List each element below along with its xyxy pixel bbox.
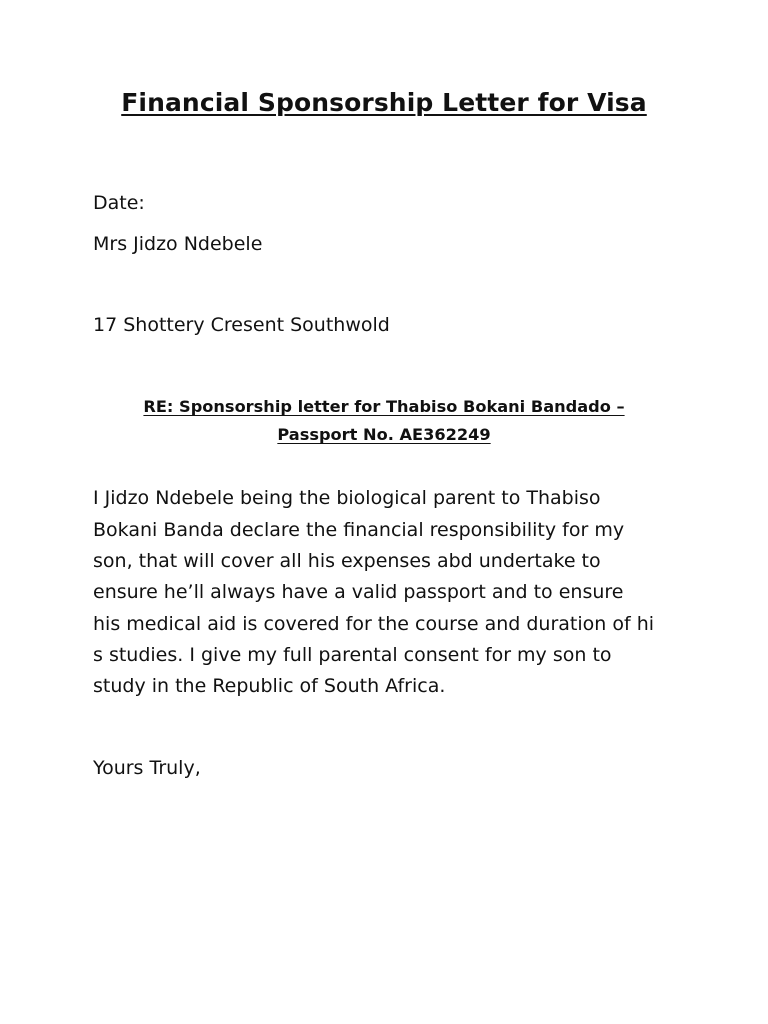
body-line-7: study in the Republic of South Africa. <box>93 675 446 697</box>
closing-line: Yours Truly, <box>93 757 201 779</box>
subject-line-1: RE: Sponsorship letter for Thabiso Bokani Bandado – <box>143 397 625 416</box>
subject-line-2: Passport No. AE362249 <box>277 425 491 444</box>
sender-address: 17 Shottery Cresent Southwold <box>93 314 390 336</box>
body-line-6: s studies. I give my full parental consent for my son to <box>93 644 612 666</box>
sender-name: Mrs Jidzo Ndebele <box>93 233 263 255</box>
date-label: Date: <box>93 192 145 214</box>
body-line-5: his medical aid is covered for the course and duration of hi <box>93 613 655 635</box>
body-line-2: Bokani Banda declare the financial responsibility for my <box>93 519 625 541</box>
letter-title: Financial Sponsorship Letter for Visa <box>121 88 647 117</box>
body-line-4: ensure he’ll always have a valid passport and to ensure <box>93 581 624 603</box>
body-line-3: son, that will cover all his expenses abd undertake to <box>93 550 601 572</box>
body-line-1: I Jidzo Ndebele being the biological parent to Thabiso <box>93 487 601 509</box>
